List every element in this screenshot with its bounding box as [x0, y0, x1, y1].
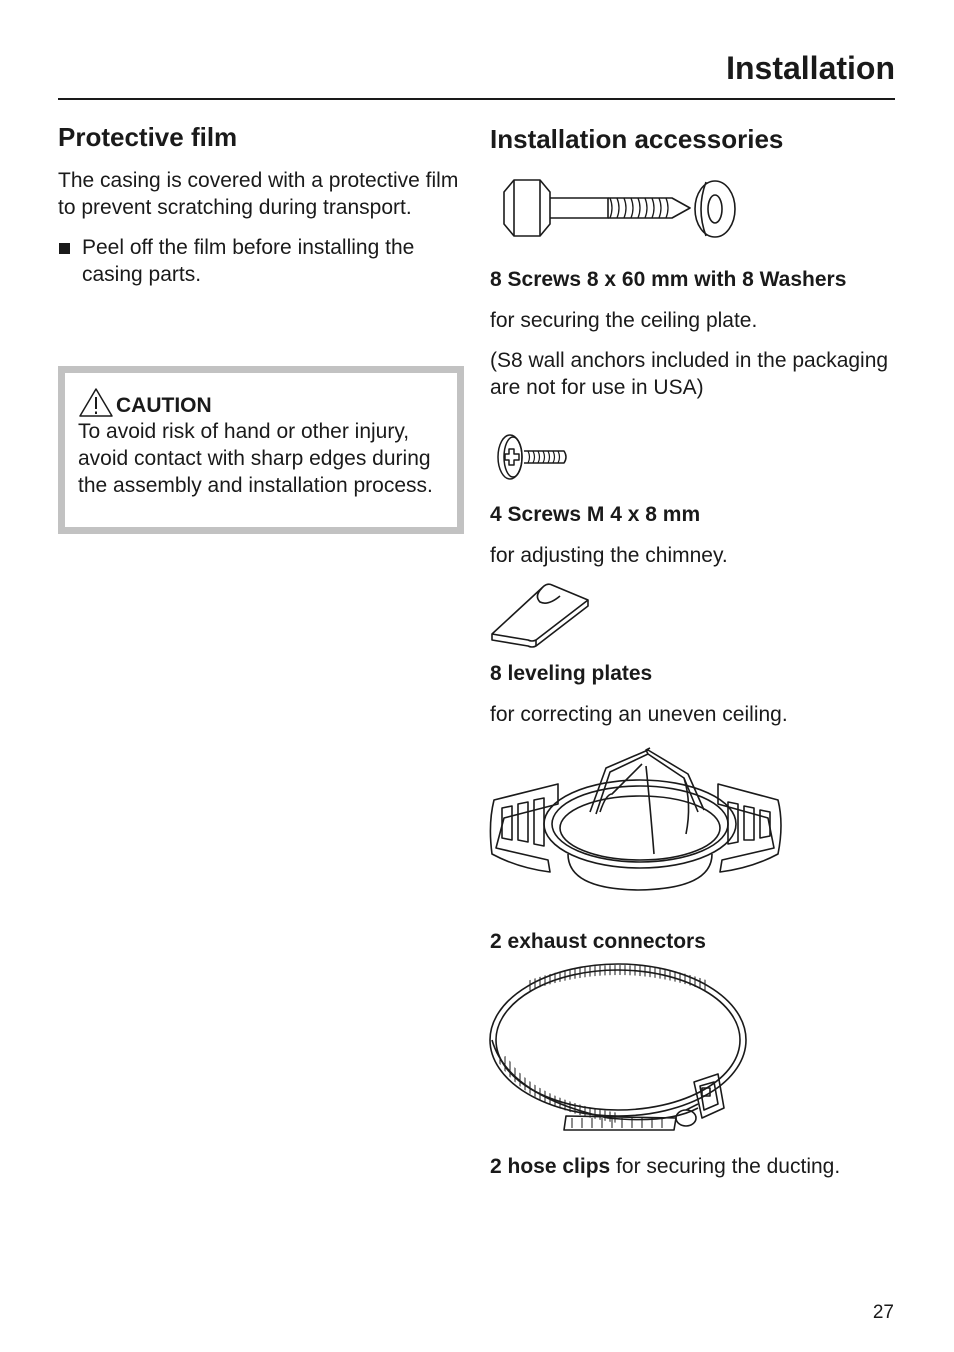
caution-label: CAUTION [116, 394, 212, 417]
list-item [58, 234, 464, 288]
installation-accessories-heading: Installation accessories [490, 124, 784, 154]
item-title: 2 hose clips [490, 1155, 611, 1178]
caution-box [58, 366, 464, 534]
hose-clip-icon [488, 958, 750, 1138]
item-title: 8 leveling plates [490, 662, 653, 685]
caution-heading [78, 385, 445, 418]
exhaust-connector-icon [488, 744, 784, 894]
item-description: for adjusting the chimney. [490, 544, 728, 567]
hose-clip-caption [490, 1153, 840, 1180]
page-title: Installation [726, 50, 895, 86]
protective-film-paragraph: The casing is covered with a protective film to prevent scratching during transport. [58, 169, 459, 220]
caution-text: To avoid risk of hand or other injury, avoid contact with sharp edges during the assembly and installation process. [78, 420, 433, 497]
leveling-plate-icon [488, 580, 594, 650]
header-rule [58, 98, 895, 100]
small-screw-icon [494, 432, 570, 482]
warning-triangle-icon [78, 386, 114, 418]
item-description: for securing the ceiling plate. [490, 309, 758, 332]
item-title: 2 exhaust connectors [490, 930, 706, 953]
bullet-text: Peel off the film before installing the casing parts. [82, 236, 415, 287]
protective-film-section [58, 122, 464, 288]
page-number: 27 [872, 1302, 894, 1323]
lag-screw-and-washer-icon [500, 176, 742, 242]
item-description: for correcting an uneven ceiling. [490, 703, 788, 726]
bullet-square-icon [59, 243, 70, 254]
item-title: 8 Screws 8 x 60 mm with 8 Washers [490, 268, 847, 291]
item-title: 4 Screws M 4 x 8 mm [490, 503, 701, 526]
item-description: for securing the ducting. [610, 1155, 841, 1178]
item-note: (S8 wall anchors included in the packaging are not for use in USA) [490, 349, 889, 399]
protective-film-heading: Protective film [58, 122, 238, 152]
